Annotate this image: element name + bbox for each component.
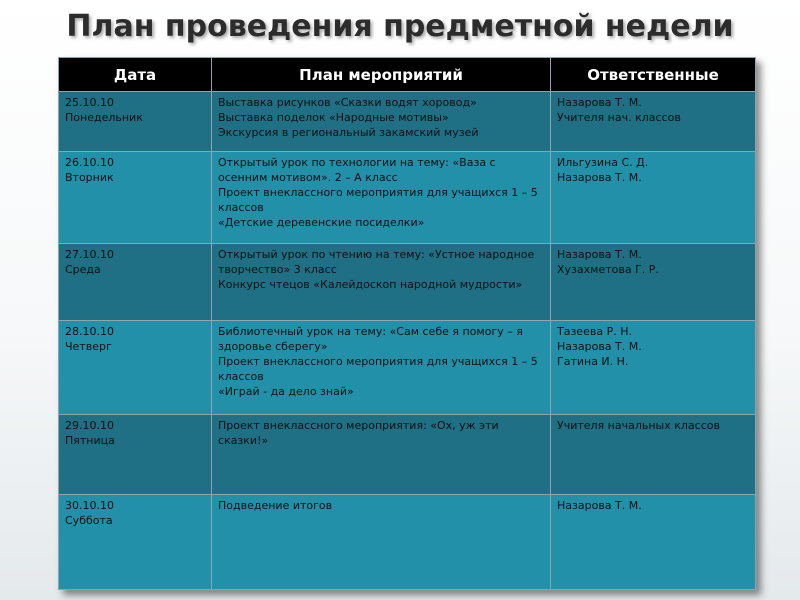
responsible-person: Хузахметова Г. Р. — [557, 263, 659, 276]
date-value: 28.10.10 — [65, 325, 114, 338]
table-row — [59, 152, 756, 244]
plan-item: Подведение итогов — [218, 499, 333, 512]
responsible-cell — [551, 415, 756, 495]
plan-item: Открытый урок по технологии на тему: «Ваза с осенним мотивом». 2 – А класс — [218, 156, 496, 184]
date-cell — [59, 495, 212, 590]
responsible-person: Назарова Т. М. — [557, 171, 642, 184]
day-of-week: Суббота — [65, 514, 113, 527]
responsible-person: Учителя начальных классов — [557, 419, 720, 432]
table-row — [59, 321, 756, 415]
table-header-row — [59, 58, 756, 92]
day-of-week: Пятница — [65, 434, 115, 447]
plan-item: Библиотечный урок на тему: «Сам себе я помогу – я здоровье сберегу» — [218, 325, 523, 353]
responsible-cell — [551, 495, 756, 590]
table-row — [59, 244, 756, 321]
date-cell — [59, 152, 212, 244]
date-value: 27.10.10 — [65, 248, 114, 261]
table-row — [59, 495, 756, 590]
responsible-person: Тазеева Р. Н. — [557, 325, 632, 338]
plan-item: Конкурс чтецов «Калейдоскоп народной мудрости» — [218, 278, 523, 291]
plan-cell — [212, 415, 551, 495]
day-of-week: Вторник — [65, 171, 114, 184]
schedule-table — [58, 57, 756, 590]
plan-item: Проект внеклассного мероприятия для учащихся 1 – 5 классов — [218, 186, 538, 214]
day-of-week: Среда — [65, 263, 101, 276]
responsible-person: Назарова Т. М. — [557, 248, 642, 261]
date-cell — [59, 92, 212, 152]
plan-cell — [212, 152, 551, 244]
date-cell — [59, 244, 212, 321]
responsible-cell — [551, 244, 756, 321]
header-responsible: Ответственные — [551, 58, 756, 92]
responsible-cell — [551, 321, 756, 415]
plan-cell — [212, 495, 551, 590]
plan-item: Проект внеклассного мероприятия: «Ох, уж эти сказки!» — [218, 419, 499, 447]
plan-cell — [212, 244, 551, 321]
plan-item: Проект внеклассного мероприятия для учащихся 1 – 5 классов — [218, 355, 538, 383]
responsible-cell — [551, 152, 756, 244]
date-cell — [59, 321, 212, 415]
responsible-person: Назарова Т. М. — [557, 340, 642, 353]
plan-item: Выставка рисунков «Сказки водят хоровод» — [218, 96, 477, 109]
date-value: 25.10.10 — [65, 96, 114, 109]
schedule-table-container — [58, 57, 756, 590]
page-title: План проведения предметной недели — [66, 9, 734, 44]
day-of-week: Понедельник — [65, 111, 143, 124]
responsible-person: Гатина И. Н. — [557, 355, 629, 368]
plan-item: «Детские деревенские посиделки» — [218, 216, 425, 229]
header-date: Дата — [59, 58, 212, 92]
responsible-cell — [551, 92, 756, 152]
plan-item: Выставка поделок «Народные мотивы» — [218, 111, 449, 124]
plan-item: Открытый урок по чтению на тему: «Устное народное творчество» 3 класс — [218, 248, 535, 276]
table-row — [59, 92, 756, 152]
date-value: 29.10.10 — [65, 419, 114, 432]
responsible-person: Назарова Т. М. — [557, 499, 642, 512]
table-row — [59, 415, 756, 495]
date-cell — [59, 415, 212, 495]
plan-cell — [212, 321, 551, 415]
responsible-person: Назарова Т. М. — [557, 96, 642, 109]
plan-item: Экскурсия в региональный закамский музей — [218, 126, 479, 139]
date-value: 26.10.10 — [65, 156, 114, 169]
day-of-week: Четверг — [65, 340, 112, 353]
plan-cell — [212, 92, 551, 152]
plan-item: «Играй - да дело знай» — [218, 385, 354, 398]
date-value: 30.10.10 — [65, 499, 114, 512]
header-plan: План мероприятий — [212, 58, 551, 92]
responsible-person: Ильгузина С. Д. — [557, 156, 649, 169]
responsible-person: Учителя нач. классов — [557, 111, 681, 124]
